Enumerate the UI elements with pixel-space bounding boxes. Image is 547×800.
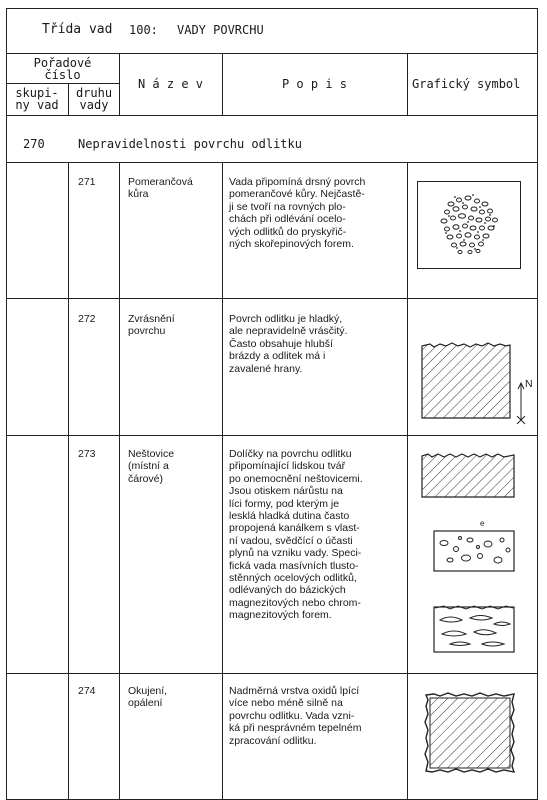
defect-name: Neštovice (místní a čárové) bbox=[128, 448, 175, 485]
wrinkled-surface-hatched-icon bbox=[420, 342, 512, 420]
col-symbol: Grafický symbol bbox=[412, 77, 521, 91]
orange-peel-texture-icon bbox=[417, 181, 521, 269]
defect-code: 271 bbox=[78, 176, 96, 188]
defect-description: Vada připomíná drsný povrch pomerančové kůry. Nejčastě- ji se tvoří na rovných plo- chách při odlévání ocelo- vých odlitků do pryskyřič- ných skořepinových forem. bbox=[229, 176, 366, 251]
defect-name: Okujení, opálení bbox=[128, 685, 168, 710]
defect-code: 272 bbox=[78, 313, 96, 325]
svg-text:e: e bbox=[480, 519, 485, 528]
class-name: VADY POVRCHU bbox=[177, 23, 264, 37]
defect-name: Pomerančová kůra bbox=[128, 176, 193, 201]
defect-code: 273 bbox=[78, 448, 96, 460]
col-description: P o p i s bbox=[281, 77, 348, 91]
class-code: 100: bbox=[129, 23, 158, 37]
defect-description: Povrch odlitku je hladký, ale nepravidelně vrásčitý. Často obsahuje hlubší brázdy a odlitek má i zavalené hrany. bbox=[229, 313, 348, 375]
defect-code: 274 bbox=[78, 685, 96, 697]
group-title: Nepravidelnosti povrchu odlitku bbox=[78, 137, 302, 151]
col-order-number: Pořadové číslo bbox=[33, 56, 92, 82]
col-group: skupi- ny vad bbox=[15, 86, 59, 112]
defect-description: Dolíčky na povrchu odlitku připomínající lidskou tvář po onemocnění neštovicemi. Jsou otiskem nárůstu na líci formy, pod kterým je lesklá hladká dutina často propojená kanálkem s vlast- ní vadou, svědčící o účasti plynů na vzniku vady. Speci- fická vada masívních tlusto- stěnných ocelových odlitků, odlévaných do bázických magnezitových nebo chrom- magnezitových forem. bbox=[229, 448, 363, 622]
pockmarks-hatched-icon bbox=[420, 452, 516, 664]
scaled-surface-hatched-icon bbox=[424, 692, 516, 774]
col-name: N á z e v bbox=[137, 77, 204, 91]
normal-direction-label: N bbox=[525, 378, 533, 390]
defect-description: Nadměrná vrstva oxidů lpící více nebo méně silně na povrchu odlitku. Vada vzni- ká při nesprávném tepelném zpracování odlitku. bbox=[229, 685, 362, 747]
defect-name: Zvrásnění povrchu bbox=[128, 313, 175, 338]
arrow-icon bbox=[514, 380, 528, 426]
group-code: 270 bbox=[23, 137, 45, 151]
class-label: Třída vad bbox=[42, 22, 113, 37]
col-type: druhu vady bbox=[75, 86, 113, 112]
